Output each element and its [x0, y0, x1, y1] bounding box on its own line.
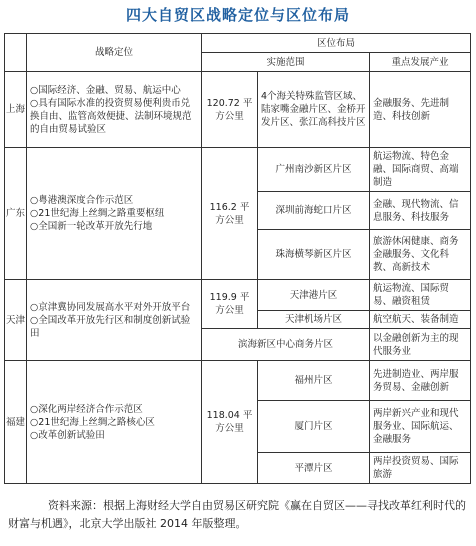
strategy-item: ○全国新一轮改革开放先行地 — [30, 221, 153, 232]
strategy-cell — [27, 148, 202, 280]
industry-cell: 金融服务、先进制造、科技创新 — [370, 72, 471, 148]
strategy-item: ○全国改革开放先行区和制度创新试验田 — [30, 314, 191, 339]
area-cell: 120.72 平方公里 — [202, 72, 258, 148]
scope-cell: 天津机场片区 — [258, 311, 370, 329]
area-cell: 118.04 平方公里 — [202, 361, 258, 484]
table-row — [5, 361, 471, 401]
industry-cell: 航运物流、国际贸易、融资租赁 — [370, 280, 471, 311]
industry-cell: 旅游休闲健康、商务金融服务、文化科教、高新技术 — [370, 230, 471, 280]
zone-name: 天津 — [5, 280, 27, 361]
scope-cell: 滨海新区中心商务片区 — [202, 329, 370, 361]
industry-cell: 航运物流、特色金融、国际商贸、高端制造 — [370, 148, 471, 192]
strategy-item: ○改革创新试验田 — [30, 429, 105, 441]
zone-name: 上海 — [5, 72, 27, 148]
table-row — [5, 148, 471, 192]
corner-cell — [5, 34, 27, 72]
industry-cell: 两岸投资贸易、国际旅游 — [370, 453, 471, 484]
table-row — [5, 280, 471, 311]
header-industry: 重点发展产业 — [370, 53, 471, 72]
zones-table — [4, 33, 471, 484]
industry-cell: 金融、现代物流、信息服务、科技服务 — [370, 192, 471, 230]
table-row — [5, 72, 471, 148]
scope-cell: 广州南沙新区片区 — [258, 148, 370, 192]
strategy-cell — [27, 72, 202, 148]
scope-cell: 深圳前海蛇口片区 — [258, 192, 370, 230]
strategy-item: ○国际经济、金融、贸易、航运中心 — [30, 84, 181, 96]
page-title: 四大自贸区战略定位与区位布局 — [125, 6, 350, 24]
scope-cell: 珠海横琴新区片区 — [258, 230, 370, 280]
scope-cell: 4个海关特殊监管区域、陆家嘴金融片区、金桥开发片区、张江高科技片区 — [258, 72, 370, 148]
strategy-cell — [27, 361, 202, 484]
strategy-item: ○粤港澳深度合作示范区 — [30, 195, 134, 206]
zone-name: 广东 — [5, 148, 27, 280]
header-strategy: 战略定位 — [27, 34, 202, 72]
header-scope: 实施范围 — [202, 53, 370, 72]
header-row-1 — [5, 34, 471, 53]
industry-cell: 航空航天、装备制造 — [370, 311, 471, 329]
scope-cell: 厦门片区 — [258, 401, 370, 453]
zone-name: 福建 — [5, 361, 27, 484]
strategy-item: ○21世纪海上丝绸之路重要枢纽 — [30, 208, 165, 219]
industry-cell: 两岸新兴产业和现代服务业、国际航运、金融服务 — [370, 401, 471, 453]
strategy-item: ○具有国际水准的投资贸易便利贵币兑换自由、监管高效便捷、法制环境规范的自由贸易试验区 — [30, 97, 192, 135]
strategy-cell — [27, 280, 202, 361]
strategy-item: ○深化两岸经济合作示范区 — [30, 403, 143, 415]
area-cell: 119.9 平方公里 — [202, 280, 258, 329]
source-note: 资料来源：根据上海财经大学自由贸易区研究院《赢在自贸区——寻找改革红利时代的财富与机遇》，北京大学出版社 2014 年版整理。 — [8, 499, 466, 530]
scope-cell: 平潭片区 — [258, 453, 370, 484]
area-cell: 116.2 平方公里 — [202, 148, 258, 280]
scope-cell: 天津港片区 — [258, 280, 370, 311]
header-location: 区位布局 — [202, 34, 471, 53]
strategy-item: ○京津冀协同发展高水平对外开放平台 — [30, 301, 191, 313]
scope-cell: 福州片区 — [258, 361, 370, 401]
strategy-item: ○21世纪海上丝绸之路核心区 — [30, 416, 155, 428]
industry-cell: 先进制造业、两岸服务贸易、金融创新 — [370, 361, 471, 401]
industry-cell: 以金融创新为主的现代服务业 — [370, 329, 471, 361]
